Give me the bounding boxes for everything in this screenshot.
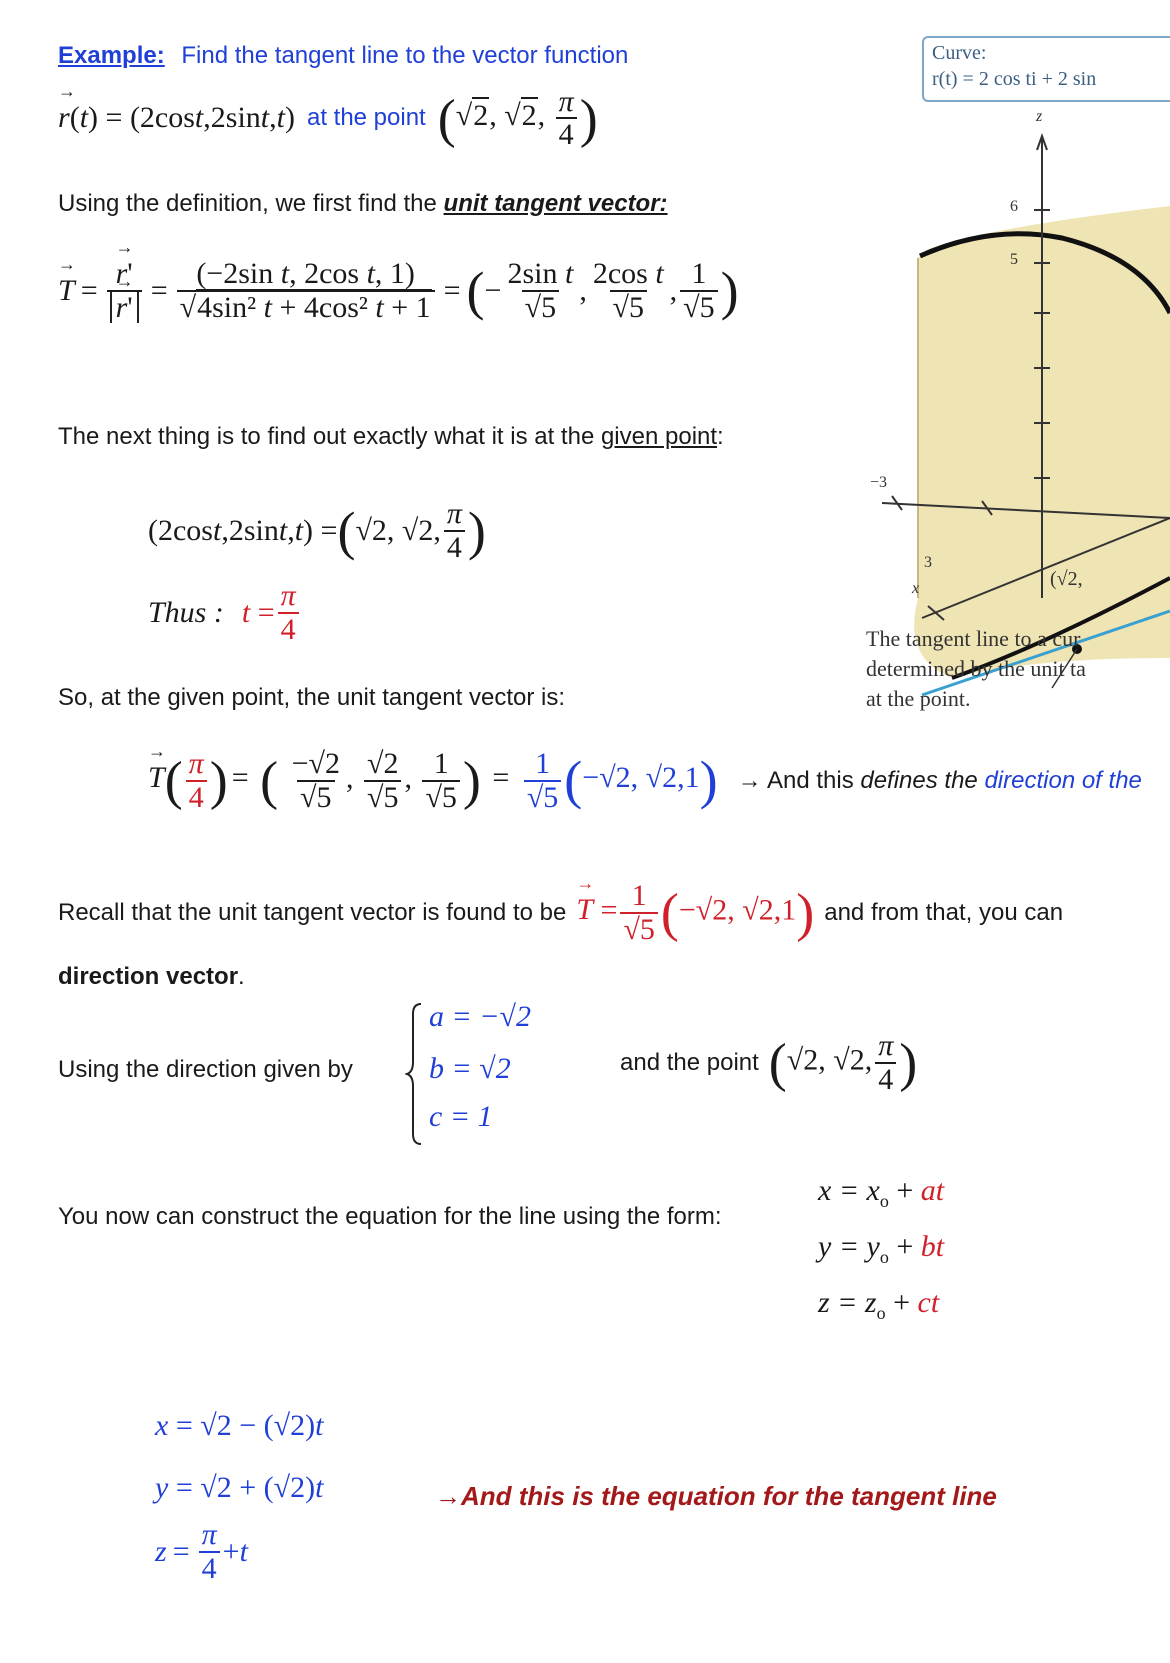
point-label: (√2, bbox=[1050, 568, 1083, 590]
direction-note-b: defines the bbox=[860, 766, 985, 794]
tick-3-label: 3 bbox=[924, 554, 932, 571]
recall-formula: → T = $\frac{1}{√5}$ (−√2, √2,1) bbox=[576, 880, 814, 945]
and-the-point-equation: (√2, √2, $\frac{\pi}{4}$ ) bbox=[768, 1029, 918, 1096]
b-equation: b = √2 bbox=[429, 1052, 511, 1085]
given-point-equation: (√2, √2, $\frac{\pi}{4}$ ) bbox=[437, 84, 598, 151]
step2-text-a: The next thing is to find out exactly what it is at the bbox=[58, 423, 601, 450]
thus-t-equation: Thus : t = $\frac{\pi}{4}$ bbox=[148, 580, 302, 645]
step1-emphasis: unit tangent vector: bbox=[443, 190, 668, 217]
curve-label-box bbox=[922, 36, 1170, 102]
given-point-underlined: given point bbox=[600, 423, 718, 450]
direction-vector-line bbox=[58, 963, 245, 991]
final-note: →And this is the equation for the tangent line bbox=[435, 1481, 997, 1511]
example-label: Example: bbox=[58, 42, 165, 69]
z-form: $z = z_o$ + ct bbox=[818, 1286, 940, 1323]
step2-text bbox=[58, 423, 724, 451]
caption-line-2: determined by the unit ta bbox=[866, 656, 1086, 681]
direction-note-c: direction of the bbox=[984, 766, 1142, 794]
unit-tangent-formula: → T = → r' → r' = $\frac{\text{(−2sin t, 2cos t, 1)}}{\text{√4sin² t + 4cos² t + 1}}$ = ( − $\frac{\text{2sin t}}{√5}$ , $\frac{\text{2cos t}}{√5}$ , $\frac{1}{√5}$ ) bbox=[58, 258, 739, 323]
curve-equation: r(t) = 2 cos ti + 2 sin bbox=[932, 68, 1097, 90]
direction-note-a: → And this bbox=[737, 766, 861, 794]
step1-text bbox=[58, 190, 668, 218]
tangent-line-equations bbox=[155, 1395, 323, 1584]
z-axis-label: z bbox=[1036, 108, 1043, 125]
construct-text: You now can construct the equation for the line using the form: bbox=[58, 1203, 722, 1230]
tick-neg3-label: −3 bbox=[870, 474, 888, 491]
at-the-point-text: at the point bbox=[306, 104, 426, 131]
direction-vector-label: direction vector bbox=[58, 963, 239, 990]
direction-vector-period: . bbox=[238, 963, 245, 990]
y-equation: y = √2 + (√2)t bbox=[155, 1471, 324, 1504]
direction-note bbox=[738, 767, 1142, 795]
thus-label: Thus : bbox=[148, 595, 224, 629]
point-equation: (2cos t ,2sin t , t ) = ( √2, √2, $\frac{\pi}{4}$ ) bbox=[148, 497, 486, 564]
left-brace bbox=[405, 1000, 425, 1148]
line-form bbox=[818, 1168, 944, 1336]
c-equation: c = 1 bbox=[429, 1100, 493, 1133]
tick-6-label: 6 bbox=[1010, 198, 1018, 215]
and-the-point-text: and the point bbox=[620, 1048, 759, 1076]
direction-system bbox=[405, 1000, 555, 1148]
tangent-figure bbox=[862, 28, 1170, 718]
recall-line bbox=[58, 880, 1063, 945]
using-direction-text: Using the direction given by bbox=[58, 1056, 353, 1083]
recall-text-a: Recall that the unit tangent vector is found to be bbox=[58, 898, 567, 926]
tick-5-label: 5 bbox=[1010, 251, 1018, 268]
a-equation: a = −√2 bbox=[429, 1000, 531, 1033]
example-heading bbox=[58, 42, 628, 70]
vector-function-equation: → r(t) = (2cost,2sint,t) bbox=[58, 101, 295, 135]
helix-diagram bbox=[862, 98, 1170, 718]
step3-text: So, at the given point, the unit tangent vector is: bbox=[58, 684, 565, 711]
x-equation: x = √2 − (√2)t bbox=[155, 1409, 324, 1442]
recall-text-b: and from that, you can bbox=[824, 898, 1064, 926]
curve-label: Curve: bbox=[932, 42, 987, 64]
z-equation: z = $\frac{\pi}{4}$ + t bbox=[155, 1518, 248, 1585]
y-form: $y = y_o$ + bt bbox=[818, 1230, 945, 1267]
step2-text-b: : bbox=[717, 423, 724, 450]
x-axis-label: x bbox=[912, 580, 920, 597]
unit-tangent-at-point: → T( $\frac{\pi}{4}$ ) = ( $\frac{-√2}{√5}$ , $\frac{√2}{√5}$ , $\frac{1}{√5}$ ) = $\frac{1}{√5}$ (−√2, √2,1) → And this defines the direction of the bbox=[148, 748, 1142, 813]
caption-line-3: at the point. bbox=[866, 686, 971, 711]
vector-function-line bbox=[58, 78, 598, 158]
example-title: Find the tangent line to the vector function bbox=[181, 42, 629, 69]
step1-intro: Using the definition, we first find the bbox=[58, 190, 444, 217]
and-the-point-line bbox=[620, 1030, 917, 1095]
caption-line-1: The tangent line to a cur bbox=[866, 626, 1081, 651]
x-form: $x = x_o$ + at bbox=[818, 1174, 945, 1211]
